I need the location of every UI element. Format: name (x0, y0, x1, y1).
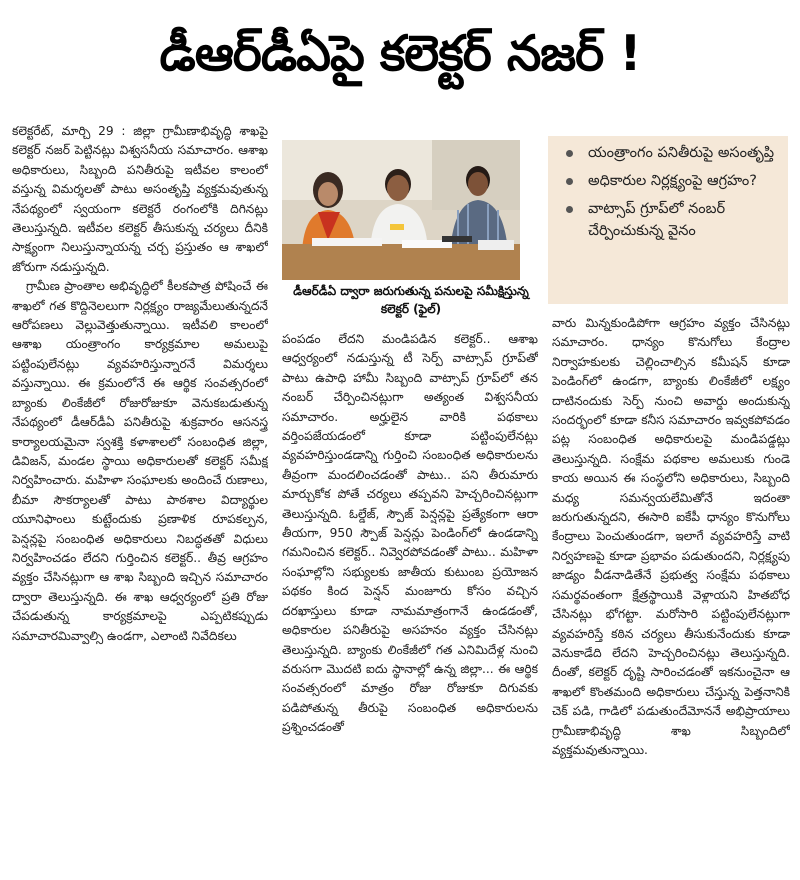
bullet-icon (566, 178, 573, 185)
bullet-icon (566, 150, 573, 157)
news-photo (282, 140, 520, 280)
article-paragraph: పంపడం లేదని మండిపడిన కలెక్టర్.. ఆశాఖ ఆధ్వర్యంలో నడుస్తున్న టీ సెర్ప్ వాట్సాప్ గ్రూప్‌తో పాటు ఉపాధి హామీ సిబ్బంది వాట్సాప్ గ్రూప్‌లో తన నంబర్ చేర్పించినట్లుగా అత్యంత విశ్వసనీయ సమాచారం. అర్హులైన వారికి పథకాలు వర్తింపజేయడంలో కూడా పట్టింపులేనట్లు వ్యవహరిస్తుండడాన్ని గుర్తించి సంబంధిత అధికారులను తీవ్రంగా మందలించడంతో పాటు.. పని తీరుమారు మార్చుకోక పోతే చర్యలు తప్పవని హెచ్చరించినట్లుగా తెలుస్తున్నది. ఓల్డేజ్, స్పౌజ్ పెన్షన్లపై ప్రత్యేకంగా ఆరా తీయగా, 950 స్పౌజ్ పెన్షన్లు పెండింగ్‌లో ఉండడాన్ని గమనించిన కలెక్టర్.. నివ్వెరపోవడంతో పాటు.. మహిళా సంఘాల్లోని సభ్యులకు జాతీయ కుటుంబ ప్రయోజన పథకం కింద పెన్షన్ మంజూరు కోసం వచ్చిన దరఖాస్తులు కూడా నామమాత్రంగానే ఉండడంతో, అధికారుల పనితీరుపై అసహనం వ్యక్తం చేసినట్లు తెలుస్తున్నది. బ్యాంకు లింకేజీలో గత ఎనిమిదేళ్ల నుంచి వరుసగా మొదటి ఐదు స్థానాల్లో ఉన్న జిల్లా... ఈ ఆర్థిక సంవత్సరంలో మాత్రం రోజు రోజుకూ దిగువకు పడిపోతున్న తీరుపై సంబంధిత అధికారులను ప్రశ్నించడంతో (282, 332, 538, 735)
highlight-item (558, 198, 780, 242)
article-column-2 (282, 330, 538, 870)
article-column-1 (12, 122, 268, 872)
article-paragraph: వారు మిన్నకుండిపోగా ఆగ్రహం వ్యక్తం చేసినట్లు సమాచారం. ధాన్యం కొనుగోలు కేంద్రాల నిర్వాహకులకు చెల్లించాల్సిన కమీషన్ కూడా పెండింగ్‌లో ఉండగా, బ్యాంకు లింకేజీలో లక్ష్యం దాటినందుకు సెర్ప్ నుంచి అవార్డు అందుకున్న సందర్భంలో కూడా కనీస సమాచారం ఇవ్వకపోవడం పట్ల సంబంధిత అధికారులపై మండిపడ్డట్లు తెలుస్తున్నది. సంక్షేమ పథకాల అమలుకు గుండె కాయ అయిన ఈ సంస్థలోని అధికారులు, సిబ్బంది మధ్య సమన్వయలేమితోనే ఇదంతా జరుగుతున్నదని, ఈసారి ఐకేపీ ధాన్యం కొనుగోలు కేంద్రాలు పెంచుతుండగా, ఇలాగే వ్యవహరిస్తే వాటి నిర్వహణపై కూడా ప్రభావం పడుతుందని, నిర్లక్ష్యపు జాడ్యం వీడనాడితేనే ప్రభుత్వ సంక్షేమ పథకాలు సమర్థవంతంగా క్షేత్రస్థాయికి వెళ్లాయని హితబోధ చేసినట్లు భోగట్టా. మరోసారి పట్టింపులేనట్లుగా వ్యవహరిస్తే కఠిన చర్యలు తీసుకునేందుకు కూడా వెనుకాడేది లేదని హెచ్చరించినట్లు తెలుస్తున్నది. దీంతో, కలెక్టర్ దృష్టి సారించడంతో ఇకనుంచైనా ఆ శాఖలో కొంతమంది అధికారులు చేస్తున్న పెత్తనానికి చెక్ పడి, గాడిలో పడుతుందేమోననే అభిప్రాయాలు గ్రామీణాభివృద్ధి శాఖ సిబ్బందిలో వ్యక్తమవుతున్నాయి. (552, 316, 790, 757)
highlight-item (558, 142, 780, 164)
article-paragraph: గ్రామీణ ప్రాంతాల అభివృద్ధిలో కీలకపాత్ర పోషించే ఈ శాఖలో గత కొద్దినెలలుగా నిర్లక్ష్యం రాజ్యమేలుతున్నదనే ఆరోపణలు వెల్లువెత్తుతున్నాయి. ఇటీవలి కాలంలో ఆశాఖ యంత్రాంగం కార్యక్రమాల అమలుపై పట్టింపులేనట్లు వ్యవహరిస్తున్నారనే విమర్శలు వస్తున్నాయి. ఈ క్రమంలోనే ఈ ఆర్థిక సంవత్సరంలో బ్యాంకు లింకేజీలో రోజురోజుకూ వెనుకబడుతున్న నేపథ్యంలో డీఆర్‌డీఏ పనితీరుపై శుక్రవారం ఆసనస్త్ర కార్యాలయమైనా స్వశక్తి కళాశాలలో సంబంధిత జిల్లా, డివిజన్, మండల స్థాయి అధికారులతో కలెక్టర్ సమీక్ష నిర్వహించారు. మహిళా సంఘాలకు అందించే రుణాలు, బీమా సౌకర్యాలతో పాటు పాఠశాల విద్యార్థుల యూనిఫాంలు కుట్టేందుకు ప్రణాళిక రూపకల్పన, పెన్షన్లపై సంబంధిత అధికారులు నిబద్ధతతో విధులు నిర్వహించడం లేదని గుర్తించిన కలెక్టర్.. తీవ్ర ఆగ్రహం వ్యక్తం చేసినట్లుగా ఆ శాఖ సిబ్బంది ఇచ్చిన సమాచారం ద్వారా తెలుస్తున్నది. ఈ శాఖ ఆధ్వర్యంలో ప్రతి రోజు చేపడుతున్న కార్యక్రమాలపై ఎప్పటికప్పుడు సమాచారమివ్వాల్సి ఉండగా, ఎలాంటి నివేదికలు (12, 279, 268, 643)
highlight-text: అధికారుల నిర్లక్ష్యంపై ఆగ్రహం? (588, 173, 757, 189)
meeting-photo-illustration (282, 140, 520, 280)
highlights-list (548, 136, 788, 242)
highlights-box (548, 136, 788, 304)
headline: డీఆర్‌డీఏపై కలెక్టర్ నజర్ ! (159, 24, 641, 82)
article-paragraph: కలెక్టరేట్, మార్చి 29 : జిల్లా గ్రామీణాభివృద్ధి శాఖపై కలెక్టర్ నజర్ పెట్టినట్లు విశ్వసనీయ సమాచారం. ఆశాఖ అధికారులు, సిబ్బంది పనితీరుపై ఇటీవల కాలంలో వస్తున్న విమర్శలతో పాటు అసంతృప్తి వ్యక్తమవుతున్న నేపథ్యంలో స్వయంగా కలెక్టరే రంగంలోకి దిగినట్లు తెలుస్తున్నది. ఇటీవల కలెక్టర్ తీసుకున్న చర్యలు దీనికి సాక్ష్యంగా నిలుస్తున్నాయన్న చర్చ ప్రస్తుతం ఆ శాఖలో జోరుగా నడుస్తున్నది. (12, 124, 268, 274)
photo-caption: డీఆర్‌డీఏ ద్వారా జరుగుతున్న పనులపై సమీక్షిస్తున్న కలెక్టర్ (ఫైల్) (293, 284, 529, 316)
article-column-3 (552, 314, 790, 874)
highlight-item (558, 170, 780, 192)
bullet-icon (566, 206, 573, 213)
highlight-text: వాట్సాప్ గ్రూప్‌లో నంబర్ చేర్పించుకున్న వైనం (588, 201, 726, 239)
highlight-text: యంత్రాంగం పనితీరుపై అసంతృప్తి (588, 145, 775, 161)
